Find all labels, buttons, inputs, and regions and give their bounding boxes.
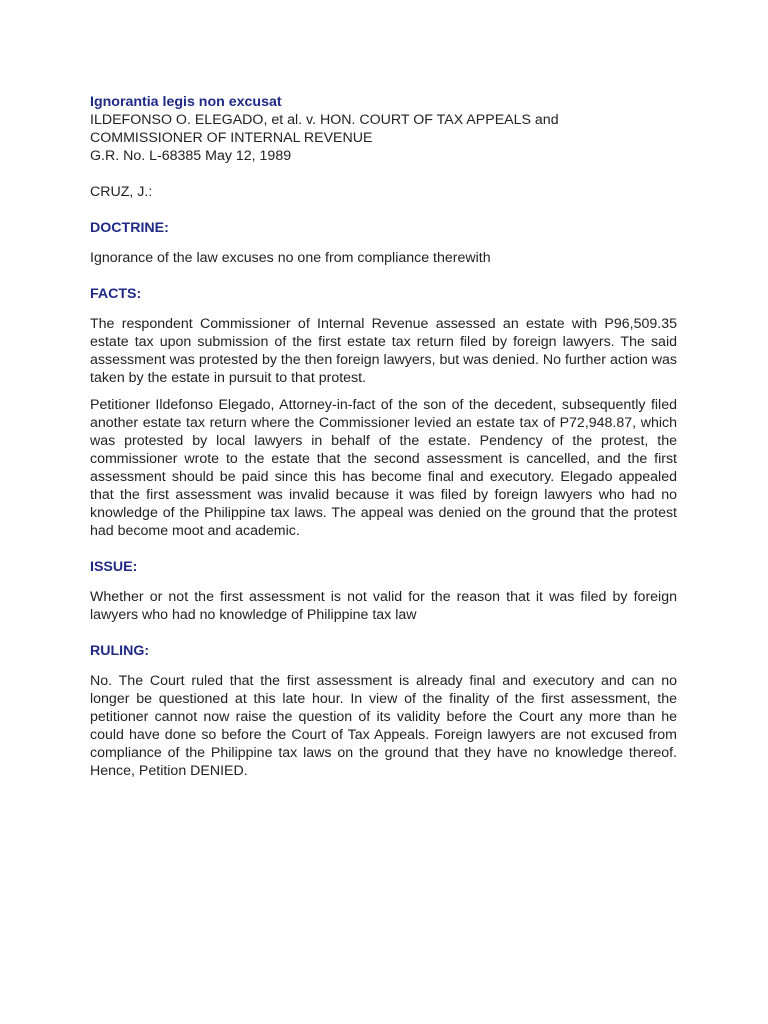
case-gr-number: G.R. No. L-68385 May 12, 1989 (90, 148, 292, 164)
case-parties-line-1: ILDEFONSO O. ELEGADO, et al. v. HON. COURT OF TAX APPEALS and (90, 112, 559, 128)
issue-heading: ISSUE: (90, 559, 138, 575)
doctrine-section (90, 219, 677, 267)
case-maxim-title: Ignorantia legis non excusat (90, 94, 282, 110)
ruling-section (90, 642, 677, 780)
issue-paragraph: Whether or not the first assessment is not valid for the reason that it was filed by foreign lawyers who had no knowledge of Philippine tax law (90, 589, 677, 623)
facts-paragraph-2: Petitioner Ildefonso Elegado, Attorney-in-fact of the son of the decedent, subsequently filed another estate tax return where the Commissioner levied an estate tax of P72,948.87, which was protested by local lawyers in behalf of the estate. Pendency of the protest, the commissioner wrote to the estate that the second assessment is cancelled, and the first assessment should be paid since this has become final and executory. Elegado appealed that the first assessment was invalid because it was filed by foreign lawyers who had no knowledge of the Philippine tax laws. The appeal was denied on the ground that the protest had become moot and academic. (90, 397, 677, 539)
case-digest-page (90, 93, 677, 789)
case-parties-line-2: COMMISSIONER OF INTERNAL REVENUE (90, 130, 373, 146)
ruling-paragraph: No. The Court ruled that the first assessment is already final and executory and can no longer be questioned at this late hour. In view of the finality of the first assessment, the petitioner cannot now raise the question of its validity before the Court any more than he could have done so before the Court of Tax Appeals. Foreign lawyers are not excused from compliance of the Philippine tax laws on the ground that they have no knowledge thereof. Hence, Petition DENIED. (90, 673, 677, 779)
issue-section (90, 558, 677, 624)
doctrine-heading: DOCTRINE: (90, 220, 169, 236)
facts-section (90, 285, 677, 540)
doctrine-paragraph: Ignorance of the law excuses no one from compliance therewith (90, 250, 491, 266)
case-ponente: CRUZ, J.: (90, 184, 153, 200)
ruling-heading: RULING: (90, 643, 150, 659)
facts-paragraph-1: The respondent Commissioner of Internal Revenue assessed an estate with P96,509.35 estate tax upon submission of the first estate tax return filed by foreign lawyers. The said assessment was protested by the then foreign lawyers, but was denied. No further action was taken by the estate in pursuit to that protest. (90, 316, 677, 386)
facts-heading: FACTS: (90, 286, 142, 302)
